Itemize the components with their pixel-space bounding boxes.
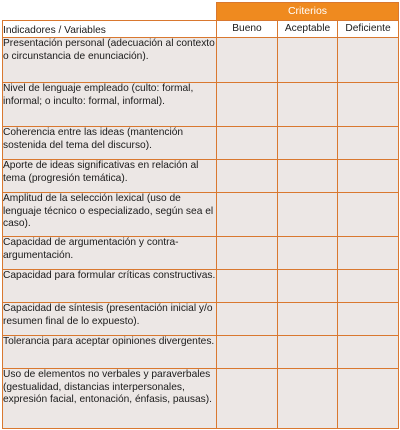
rating-cell-deficiente[interactable] [338, 160, 399, 193]
rating-cell-aceptable[interactable] [278, 160, 338, 193]
table-row [3, 303, 399, 336]
table-row [3, 237, 399, 270]
rating-cell-bueno[interactable] [217, 38, 278, 83]
indicator-text: Presentación personal (adecuación al contexto o circunstancia de enunciación). [3, 38, 217, 83]
rating-cell-deficiente[interactable] [338, 303, 399, 336]
indicator-text: Capacidad para formular críticas constructivas. [3, 270, 217, 303]
rating-cell-aceptable[interactable] [278, 237, 338, 270]
indicator-text: Coherencia entre las ideas (mantención sostenida del tema del discurso). [3, 127, 217, 160]
blank-corner [3, 3, 217, 21]
table-row [3, 369, 399, 429]
rating-cell-deficiente[interactable] [338, 336, 399, 369]
column-header-aceptable: Aceptable [278, 21, 338, 38]
rating-cell-deficiente[interactable] [338, 369, 399, 429]
rating-cell-aceptable[interactable] [278, 83, 338, 127]
rating-cell-bueno[interactable] [217, 83, 278, 127]
rating-cell-deficiente[interactable] [338, 193, 399, 237]
rating-cell-deficiente[interactable] [338, 38, 399, 83]
indicator-text: Capacidad de argumentación y contra-argumentación. [3, 237, 217, 270]
rating-cell-aceptable[interactable] [278, 369, 338, 429]
rating-cell-aceptable[interactable] [278, 193, 338, 237]
rating-cell-aceptable[interactable] [278, 270, 338, 303]
indicator-text: Uso de elementos no verbales y paraverbales (gestualidad, distancias interpersonales, expresión facial, entonación, énfasis, pausas). [3, 369, 217, 429]
rating-cell-bueno[interactable] [217, 193, 278, 237]
table-row [3, 160, 399, 193]
criteria-header: Criterios [217, 3, 399, 21]
indicator-text: Capacidad de síntesis (presentación inicial y/o resumen final de lo expuesto). [3, 303, 217, 336]
indicator-text: Aporte de ideas significativas en relación al tema (progresión temática). [3, 160, 217, 193]
rating-cell-aceptable[interactable] [278, 336, 338, 369]
rating-cell-bueno[interactable] [217, 160, 278, 193]
rating-cell-bueno[interactable] [217, 127, 278, 160]
rating-cell-bueno[interactable] [217, 237, 278, 270]
rating-cell-deficiente[interactable] [338, 127, 399, 160]
table-row [3, 127, 399, 160]
column-header-bueno: Bueno [217, 21, 278, 38]
column-header-row [3, 21, 399, 38]
rating-cell-aceptable[interactable] [278, 127, 338, 160]
rating-cell-deficiente[interactable] [338, 237, 399, 270]
rating-cell-aceptable[interactable] [278, 303, 338, 336]
table-row [3, 336, 399, 369]
indicator-text: Amplitud de la selección lexical (uso de lenguaje técnico o especializado, según sea el caso). [3, 193, 217, 237]
indicator-text: Nivel de lenguaje empleado (culto: formal, informal; o inculto: formal, informal). [3, 83, 217, 127]
table-row [3, 270, 399, 303]
column-header-deficiente: Deficiente [338, 21, 399, 38]
rating-cell-bueno[interactable] [217, 303, 278, 336]
table-row [3, 193, 399, 237]
rating-cell-bueno[interactable] [217, 336, 278, 369]
criteria-header-row [3, 3, 399, 21]
rating-cell-bueno[interactable] [217, 270, 278, 303]
table-row [3, 38, 399, 83]
rating-cell-aceptable[interactable] [278, 38, 338, 83]
rating-cell-deficiente[interactable] [338, 270, 399, 303]
indicators-header: Indicadores / Variables [3, 21, 217, 38]
rating-cell-bueno[interactable] [217, 369, 278, 429]
indicator-text: Tolerancia para aceptar opiniones divergentes. [3, 336, 217, 369]
table-row [3, 83, 399, 127]
evaluation-rubric-table [2, 2, 399, 429]
rating-cell-deficiente[interactable] [338, 83, 399, 127]
